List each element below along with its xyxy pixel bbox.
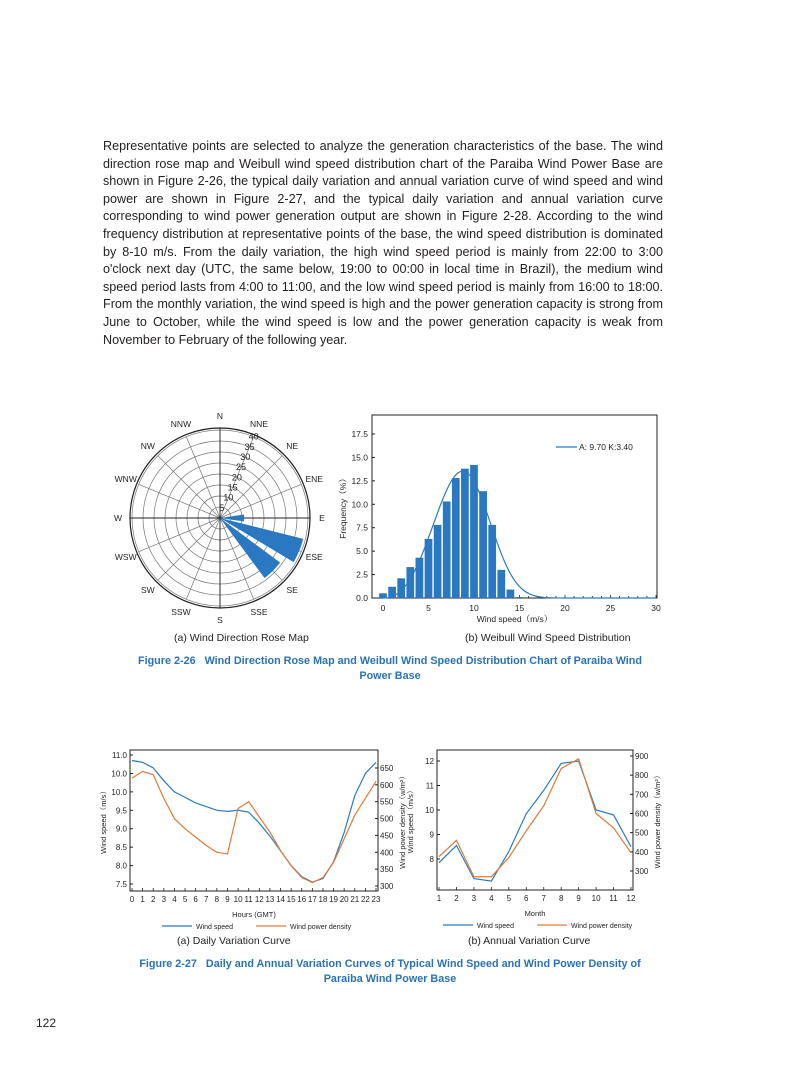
svg-text:10.0: 10.0 — [111, 787, 127, 797]
svg-text:8: 8 — [429, 855, 434, 864]
rose-direction-label: WSW — [114, 552, 137, 563]
rose-direction-label: SSE — [250, 607, 268, 618]
svg-text:8: 8 — [214, 895, 220, 904]
svg-text:12: 12 — [254, 895, 264, 904]
weibull-chart — [338, 415, 661, 624]
svg-text:9: 9 — [225, 895, 230, 904]
svg-text:Wind speed: Wind speed — [477, 923, 514, 930]
rose-direction-label: ESE — [305, 552, 323, 563]
svg-text:17: 17 — [307, 895, 317, 904]
svg-text:Wind speed: Wind speed — [196, 924, 233, 931]
svg-text:9.0: 9.0 — [115, 824, 127, 834]
svg-text:11: 11 — [425, 781, 434, 791]
svg-text:Wind power density（w/m²）: Wind power density（w/m²） — [653, 771, 662, 869]
svg-text:11.0: 11.0 — [112, 751, 127, 760]
svg-text:20: 20 — [339, 895, 349, 904]
svg-text:650: 650 — [380, 764, 394, 773]
svg-text:2.5: 2.5 — [356, 569, 368, 580]
svg-text:Hours (GMT): Hours (GMT) — [232, 910, 276, 919]
figure-2-27-caption-line2: Paraiba Wind Power Base — [323, 973, 457, 985]
svg-text:22: 22 — [360, 895, 370, 904]
rose-direction-label: W — [113, 513, 123, 523]
svg-text:Wind power density（w/m²）: Wind power density（w/m²） — [398, 772, 407, 869]
rose-direction-label: S — [217, 615, 223, 625]
svg-text:Wind speed（m/s）: Wind speed（m/s） — [476, 614, 553, 624]
svg-text:500: 500 — [635, 828, 649, 838]
svg-text:7: 7 — [204, 895, 209, 904]
rose-direction-label: SE — [286, 585, 298, 596]
svg-text:15.0: 15.0 — [351, 452, 368, 463]
svg-text:Wind speed（m/s）: Wind speed（m/s） — [99, 787, 108, 854]
rose-direction-label: E — [319, 513, 325, 523]
svg-text:10.0: 10.0 — [111, 769, 127, 779]
svg-text:10: 10 — [223, 492, 234, 503]
figure-2-27-caption — [100, 957, 680, 987]
svg-text:600: 600 — [380, 780, 394, 790]
svg-text:900: 900 — [635, 752, 649, 761]
svg-text:6: 6 — [524, 894, 529, 903]
svg-text:25: 25 — [236, 462, 247, 473]
svg-text:20: 20 — [231, 472, 242, 483]
svg-text:Frequency（%）: Frequency（%） — [338, 474, 348, 539]
svg-text:15: 15 — [286, 895, 296, 904]
svg-text:6: 6 — [193, 895, 198, 904]
svg-text:16: 16 — [297, 895, 307, 904]
rose-direction-label: SW — [141, 585, 155, 596]
rose-bar-E — [220, 514, 244, 521]
svg-text:350: 350 — [380, 865, 394, 875]
svg-text:25: 25 — [605, 603, 616, 613]
svg-text:A: 9.70 K:3.40: A: 9.70 K:3.40 — [579, 442, 633, 452]
svg-text:18: 18 — [318, 895, 328, 904]
svg-text:13: 13 — [265, 895, 275, 904]
svg-text:5.0: 5.0 — [356, 546, 368, 557]
svg-text:Month: Month — [524, 909, 546, 918]
rose-direction-label: NE — [286, 440, 299, 451]
figure-2-26-caption — [100, 654, 680, 684]
svg-text:0: 0 — [129, 895, 135, 904]
svg-text:400: 400 — [635, 847, 649, 857]
svg-text:300: 300 — [380, 882, 394, 891]
subcaption-weibull: (b) Weibull Wind Speed Distribution — [465, 632, 631, 644]
svg-text:20: 20 — [560, 603, 570, 613]
subcaption-annual: (b) Annual Variation Curve — [468, 935, 591, 947]
svg-text:12.5: 12.5 — [351, 475, 368, 486]
svg-text:Wind power density: Wind power density — [290, 924, 352, 931]
svg-text:700: 700 — [635, 790, 649, 800]
page-number: 122 — [36, 1016, 57, 1030]
svg-text:17.5: 17.5 — [351, 429, 368, 439]
rose-direction-label: WNW — [114, 473, 137, 484]
svg-text:Wind speed（m/s）: Wind speed（m/s） — [406, 786, 415, 854]
svg-text:8: 8 — [558, 894, 564, 903]
rose-direction-label: N — [216, 411, 224, 421]
svg-text:8.0: 8.0 — [115, 861, 127, 871]
figure-2-27-caption-line1: Figure 2-27 Daily and Annual Variation Curves of Typical Wind Speed and Wind Power Density of — [139, 958, 641, 970]
rose-direction-label: NNE — [250, 418, 269, 429]
svg-text:550: 550 — [380, 797, 394, 807]
svg-text:300: 300 — [635, 867, 649, 876]
svg-text:10: 10 — [591, 894, 601, 903]
svg-text:9.5: 9.5 — [115, 806, 127, 816]
svg-text:30: 30 — [240, 452, 251, 463]
svg-text:4: 4 — [489, 894, 494, 903]
svg-text:12: 12 — [626, 894, 636, 903]
annual-variation-chart — [406, 750, 662, 930]
rose-direction-label: ENE — [305, 473, 323, 484]
subcaption-rose: (a) Wind Direction Rose Map — [174, 632, 309, 644]
subcaption-daily: (a) Daily Variation Curve — [177, 935, 291, 947]
svg-text:30: 30 — [651, 603, 661, 613]
svg-text:12: 12 — [425, 757, 434, 766]
svg-text:0: 0 — [380, 603, 386, 613]
svg-text:600: 600 — [635, 809, 649, 819]
svg-text:5: 5 — [426, 603, 431, 613]
svg-text:40: 40 — [248, 431, 259, 442]
svg-text:450: 450 — [380, 831, 394, 841]
body-paragraph: Representative points are selected to analyze the generation characteristics of the base. The wind direction rose map and Weibull wind speed distribution chart of the Paraiba Wind Power Base are shown in Figure 2-26, the typical daily variation and annual variation curve of wind speed and wind power are shown in Figure 2-27, and the typical daily variation and annual variation curve corresponding to wind power generation output are shown in Figure 2-28. According to the wind frequency distribution at representative points of the base, the wind speed distribution is dominated by 8-10 m/s. From the daily variation, the high wind speed period is mainly from 22:00 to 3:00 o'clock next day (UTC, the same below, 19:00 to 00:00 in local time in Brazil), the medium wind speed period lasts from 4:00 to 11:00, and the low wind speed period is mainly from 16:00 to 18:00. From the monthly variation, the wind speed is high and the power generation capacity is strong from June to October, while the wind speed is low and the power generation capacity is weak from November to February of the following year. — [103, 139, 663, 347]
svg-text:7.5: 7.5 — [356, 522, 368, 533]
svg-text:0.0: 0.0 — [356, 593, 368, 603]
svg-text:1: 1 — [140, 895, 145, 904]
svg-text:10.0: 10.0 — [351, 499, 368, 510]
svg-text:4: 4 — [172, 895, 177, 904]
svg-text:35: 35 — [244, 441, 255, 452]
wind-rose-chart — [114, 411, 325, 625]
svg-text:7.5: 7.5 — [115, 880, 127, 889]
svg-text:8.5: 8.5 — [115, 843, 127, 853]
svg-text:2: 2 — [454, 894, 459, 903]
svg-text:15: 15 — [227, 482, 238, 493]
svg-text:11: 11 — [244, 895, 253, 904]
svg-text:3: 3 — [161, 895, 167, 904]
daily-variation-chart — [99, 750, 407, 931]
svg-text:10: 10 — [469, 603, 479, 613]
svg-text:400: 400 — [380, 848, 394, 858]
svg-text:11: 11 — [609, 894, 618, 903]
svg-text:23: 23 — [371, 895, 381, 904]
svg-text:10: 10 — [233, 895, 243, 904]
svg-text:3: 3 — [471, 894, 477, 903]
svg-text:15: 15 — [514, 603, 525, 613]
svg-text:9: 9 — [576, 894, 581, 903]
rose-direction-label: NW — [140, 440, 155, 451]
rose-direction-label: SSW — [171, 607, 191, 618]
svg-text:5: 5 — [219, 502, 225, 513]
svg-text:2: 2 — [150, 895, 156, 904]
svg-text:9: 9 — [429, 830, 434, 840]
svg-text:5: 5 — [182, 895, 188, 904]
svg-text:10: 10 — [425, 806, 434, 815]
svg-text:21: 21 — [350, 895, 360, 904]
svg-text:19: 19 — [329, 895, 339, 904]
svg-text:Wind power density: Wind power density — [571, 923, 633, 930]
figure-2-26-caption-line2: Power Base — [359, 670, 421, 682]
svg-text:1: 1 — [436, 894, 442, 903]
svg-text:7: 7 — [541, 894, 546, 903]
svg-text:5: 5 — [506, 894, 512, 903]
svg-text:800: 800 — [635, 771, 649, 781]
svg-text:500: 500 — [380, 814, 394, 824]
figure-2-26-caption-line1: Figure 2-26 Wind Direction Rose Map and Weibull Wind Speed Distribution Chart of Paraiba Wind — [137, 655, 642, 667]
svg-text:14: 14 — [276, 895, 285, 904]
rose-direction-label: NNW — [170, 418, 192, 429]
